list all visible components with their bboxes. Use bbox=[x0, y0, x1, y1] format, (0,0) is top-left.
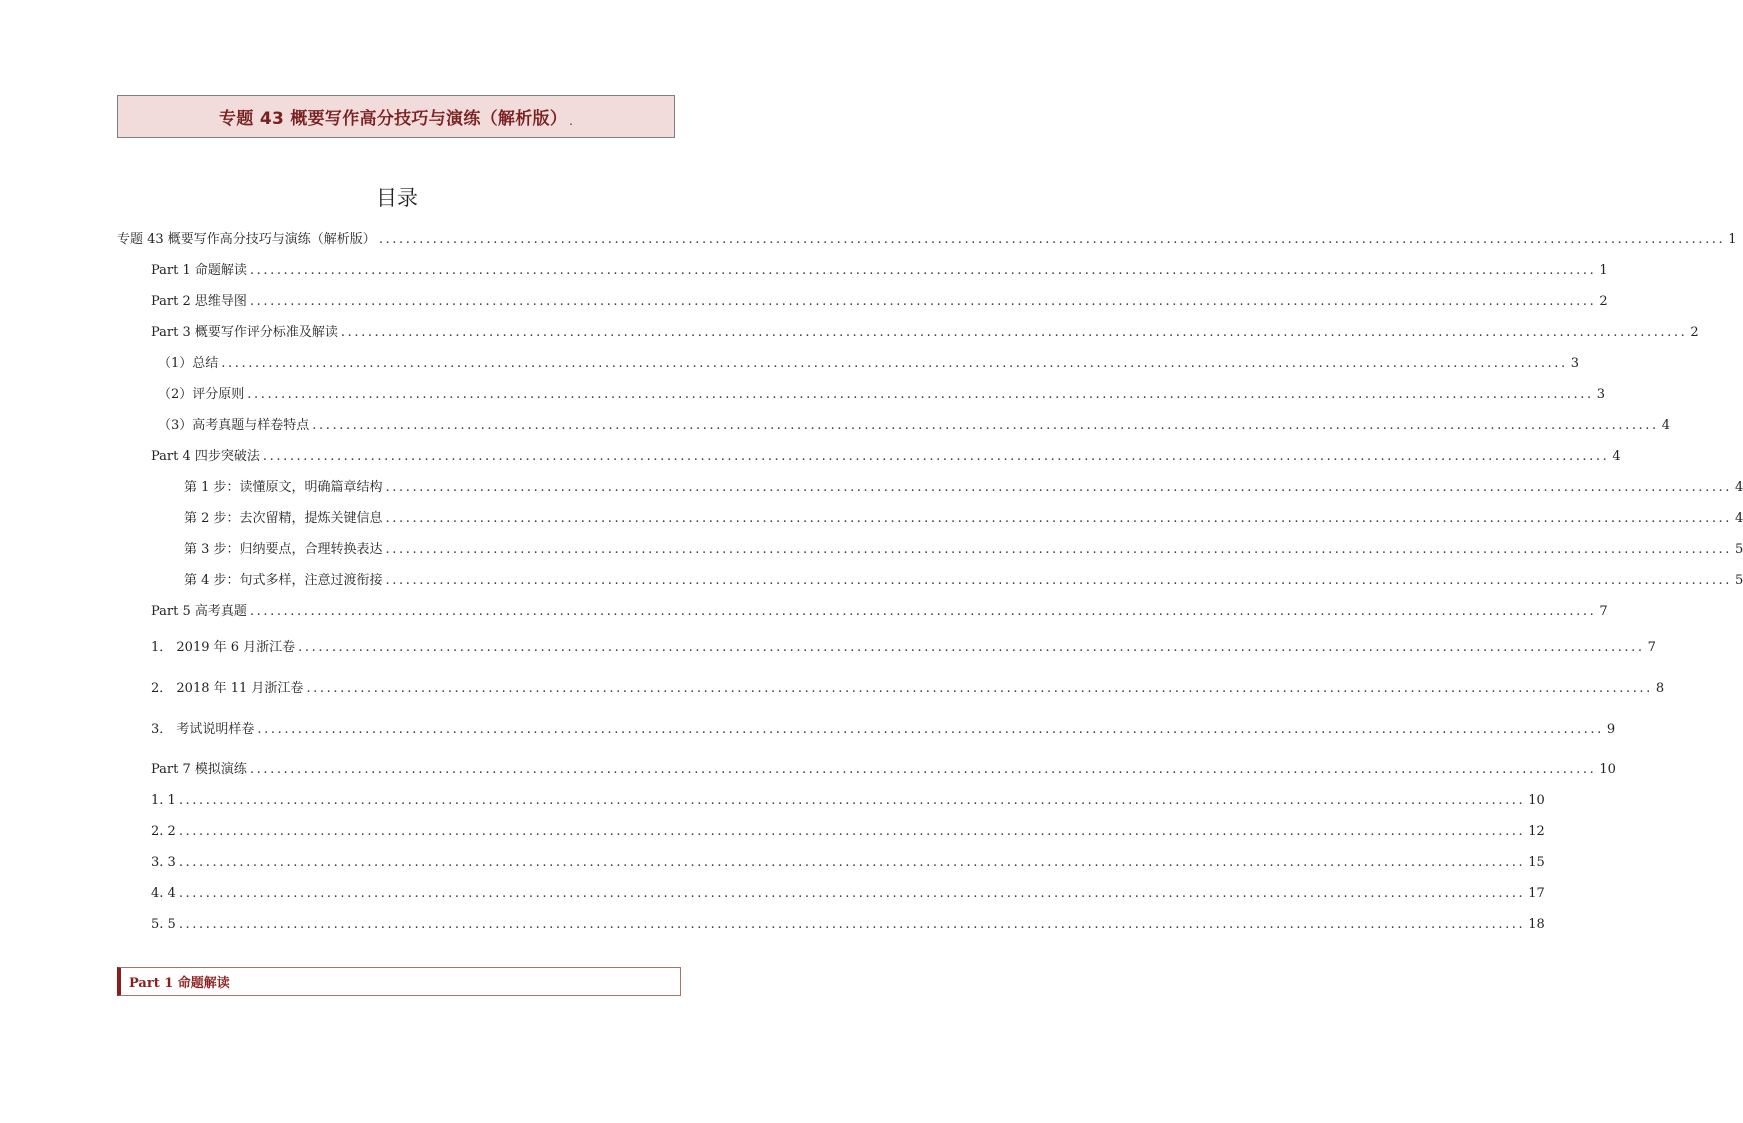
toc-entry[interactable] bbox=[158, 387, 1606, 403]
toc-entry[interactable] bbox=[151, 722, 1616, 738]
document-title: 专题 43 概要写作高分技巧与演练（解析版） bbox=[219, 109, 568, 129]
toc-entry-page: 2 bbox=[1599, 294, 1608, 309]
toc-leader-dots: ........................................................................................................................................................................................................ bbox=[178, 917, 1526, 932]
toc-entry[interactable] bbox=[151, 886, 1545, 902]
toc-leader-dots: ........................................................................................................................................................................................................ bbox=[385, 480, 1733, 495]
toc-entry[interactable] bbox=[184, 480, 1743, 496]
toc-entry-label: Part 4 四步突破法 bbox=[151, 449, 260, 464]
toc-heading: 目录 bbox=[376, 186, 418, 210]
toc-leader-dots: ........................................................................................................................................................................................................ bbox=[221, 356, 1568, 371]
toc-entry-page: 4 bbox=[1661, 418, 1671, 433]
toc-entry-label: 5. 5 bbox=[151, 917, 176, 932]
toc-entry-page: 2 bbox=[1690, 325, 1699, 340]
toc-leader-dots: ........................................................................................................................................................................................................ bbox=[385, 573, 1733, 588]
toc-leader-dots: ........................................................................................................................................................................................................ bbox=[378, 232, 1726, 247]
toc-leader-dots: ........................................................................................................................................................................................................ bbox=[249, 263, 1597, 278]
toc-entry-page: 10 bbox=[1599, 762, 1616, 777]
toc-entry-page: 8 bbox=[1655, 681, 1665, 696]
toc-leader-dots: ........................................................................................................................................................................................................ bbox=[262, 449, 1610, 464]
toc-entry-label: （3）高考真题与样卷特点 bbox=[158, 418, 310, 433]
toc-entry-page: 10 bbox=[1528, 793, 1545, 808]
toc-entry-page: 3 bbox=[1596, 387, 1606, 402]
toc-entry-label: （2）评分原则 bbox=[158, 387, 245, 402]
toc-leader-dots: ........................................................................................................................................................................................................ bbox=[178, 793, 1526, 808]
toc-entry-page: 15 bbox=[1528, 855, 1545, 870]
toc-entry[interactable] bbox=[151, 325, 1699, 341]
toc-entry-label: Part 2 思维导图 bbox=[151, 294, 247, 309]
toc-entry-label: 1. 1 bbox=[151, 793, 176, 808]
toc-entry[interactable] bbox=[151, 604, 1608, 620]
toc-entry-page: 4 bbox=[1735, 480, 1743, 495]
toc-leader-dots: ........................................................................................................................................................................................................ bbox=[249, 762, 1597, 777]
toc-entry[interactable] bbox=[151, 294, 1608, 310]
toc-entry-page: 12 bbox=[1528, 824, 1545, 839]
toc-entry[interactable] bbox=[184, 573, 1743, 589]
toc-entry-page: 7 bbox=[1599, 604, 1608, 619]
toc-entry-page: 5 bbox=[1735, 542, 1743, 557]
toc-entry-label: 专题 43 概要写作高分技巧与演练（解析版） bbox=[117, 232, 376, 247]
toc-entry-label: Part 1 命题解读 bbox=[151, 263, 247, 278]
section-heading: Part 1 命题解读 bbox=[129, 976, 230, 991]
toc-entry-page: 7 bbox=[1647, 640, 1656, 655]
toc-entry[interactable] bbox=[151, 449, 1621, 465]
toc-entry[interactable] bbox=[184, 511, 1743, 527]
toc-entry-label: 第 3 步：归纳要点，合理转换表达 bbox=[184, 542, 383, 557]
toc-entry-label: Part 3 概要写作评分标准及解读 bbox=[151, 325, 338, 340]
toc-entry[interactable] bbox=[151, 681, 1665, 697]
toc-leader-dots: ........................................................................................................................................................................................................ bbox=[257, 722, 1604, 737]
toc-entry-page: 5 bbox=[1735, 573, 1743, 588]
toc-entry-page: 4 bbox=[1612, 449, 1621, 464]
toc-leader-dots: ........................................................................................................................................................................................................ bbox=[306, 681, 1653, 696]
toc-entry[interactable] bbox=[151, 824, 1545, 840]
toc-entry-label: 1． 2019 年 6 月浙江卷 bbox=[151, 640, 296, 655]
toc-leader-dots: ........................................................................................................................................................................................................ bbox=[385, 511, 1733, 526]
toc-entry[interactable] bbox=[151, 762, 1616, 778]
toc-entry-label: 第 1 步：读懂原文，明确篇章结构 bbox=[184, 480, 383, 495]
toc-leader-dots: ........................................................................................................................................................................................................ bbox=[178, 824, 1526, 839]
toc-entry-label: Part 7 模拟演练 bbox=[151, 762, 247, 777]
toc-entry[interactable] bbox=[151, 855, 1545, 871]
toc-entry-page: 9 bbox=[1606, 722, 1616, 737]
toc-entry-label: 第 4 步：句式多样，注意过渡衔接 bbox=[184, 573, 383, 588]
toc-entry-label: 4. 4 bbox=[151, 886, 176, 901]
toc-entry-page: 4 bbox=[1735, 511, 1743, 526]
toc-entry-label: 第 2 步：去次留精，提炼关键信息 bbox=[184, 511, 383, 526]
toc-entry-page: 1 bbox=[1728, 232, 1737, 247]
document-title-suffix: . bbox=[569, 113, 573, 128]
toc-entry-label: 3. 3 bbox=[151, 855, 176, 870]
toc-entry-page: 1 bbox=[1599, 263, 1608, 278]
toc-entry-label: （1）总结 bbox=[158, 356, 219, 371]
toc-entry[interactable] bbox=[151, 640, 1656, 656]
toc-entry[interactable] bbox=[158, 356, 1580, 372]
toc-entry-label: Part 5 高考真题 bbox=[151, 604, 247, 619]
toc-leader-dots: ........................................................................................................................................................................................................ bbox=[178, 886, 1526, 901]
toc-leader-dots: ........................................................................................................................................................................................................ bbox=[249, 294, 1597, 309]
toc-entry-page: 17 bbox=[1528, 886, 1545, 901]
toc-entry-label: 3． 考试说明样卷 bbox=[151, 722, 255, 737]
toc-entry[interactable] bbox=[158, 418, 1671, 434]
document-title-box bbox=[117, 95, 675, 138]
toc-entry[interactable] bbox=[117, 232, 1737, 248]
toc-entry-label: 2. 2 bbox=[151, 824, 176, 839]
toc-leader-dots: ........................................................................................................................................................................................................ bbox=[298, 640, 1645, 655]
toc-leader-dots: ........................................................................................................................................................................................................ bbox=[385, 542, 1733, 557]
toc-entry[interactable] bbox=[151, 793, 1545, 809]
toc-leader-dots: ........................................................................................................................................................................................................ bbox=[247, 387, 1594, 402]
toc-entry[interactable] bbox=[151, 917, 1545, 933]
toc-leader-dots: ........................................................................................................................................................................................................ bbox=[178, 855, 1526, 870]
toc-entry-page: 3 bbox=[1570, 356, 1580, 371]
toc-leader-dots: ........................................................................................................................................................................................................ bbox=[249, 604, 1597, 619]
toc-entry-label: 2． 2018 年 11 月浙江卷 bbox=[151, 681, 304, 696]
section-heading-bar bbox=[117, 967, 681, 996]
toc-entry[interactable] bbox=[184, 542, 1743, 558]
toc-entry[interactable] bbox=[151, 263, 1608, 279]
toc-leader-dots: ........................................................................................................................................................................................................ bbox=[312, 418, 1659, 433]
toc-entry-page: 18 bbox=[1528, 917, 1545, 932]
toc-leader-dots: ........................................................................................................................................................................................................ bbox=[340, 325, 1688, 340]
